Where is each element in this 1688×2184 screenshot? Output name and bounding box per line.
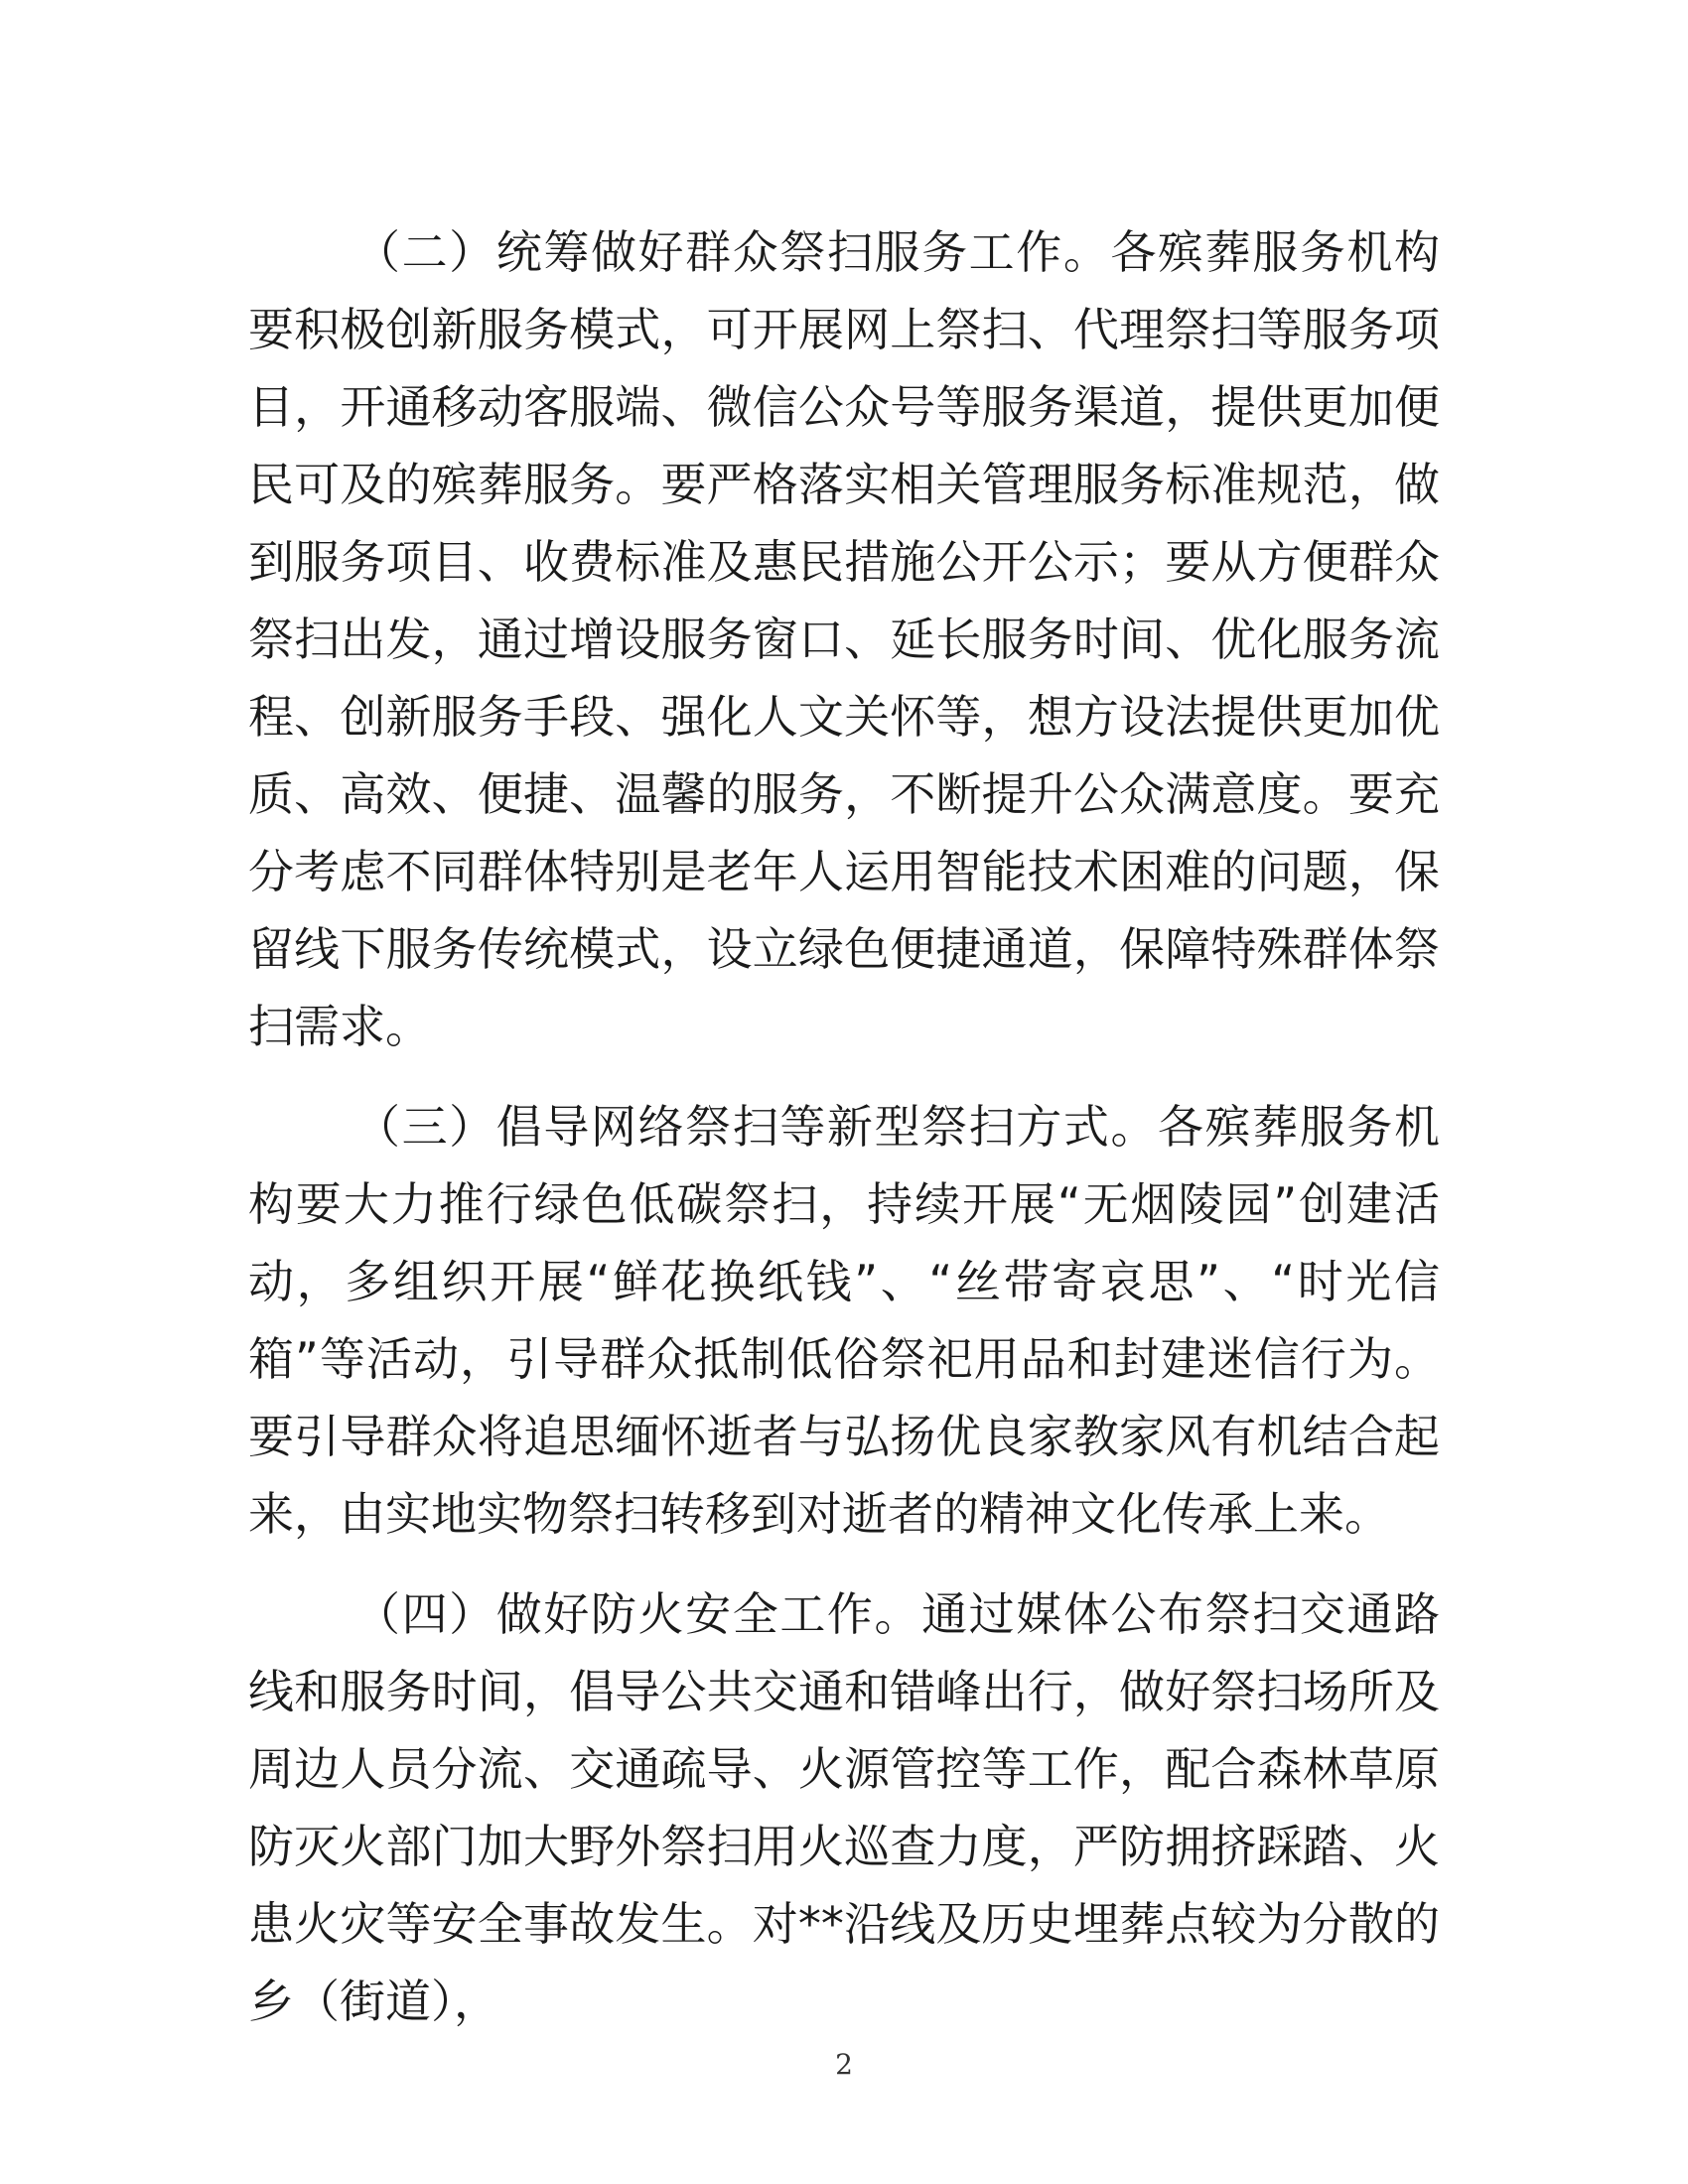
paragraph-section-4: （四）做好防火安全工作。通过媒体公布祭扫交通路线和服务时间，倡导公共交通和错峰出行，做好祭扫场所及周边人员分流、交通疏导、火源管控等工作，配合森林草原防灭火部门加大野外祭扫用火巡查力度，严防拥挤踩踏、火患火灾等安全事故发生。对**沿线及历史埋葬点较为分散的乡（街道），: [248, 1587, 1440, 2028]
paragraph-section-2: （二）统筹做好群众祭扫服务工作。各殡葬服务机构要积极创新服务模式，可开展网上祭扫、代理祭扫等服务项目，开通移动客服端、微信公众号等服务渠道，提供更加便民可及的殡葬服务。要严格落实相关管理服务标准规范，做到服务项目、收费标准及惠民措施公开公示；要从方便群众祭扫出发，通过增设服务窗口、延长服务时间、优化服务流程、创新服务手段、强化人文关怀等，想方设法提供更加优质、高效、便捷、温馨的服务，不断提升公众满意度。要充分考虑不同群体特别是老年人运用智能技术困难的问题，保留线下服务传统模式，设立绿色便捷通道，保障特殊群体祭扫需求。: [248, 225, 1440, 1053]
document-body: [248, 213, 1440, 2063]
page-number: 2: [835, 2048, 853, 2081]
paragraph-section-3: （三）倡导网络祭扫等新型祭扫方式。各殡葬服务机构要大力推行绿色低碳祭扫，持续开展“无烟陵园”创建活动，多组织开展“鲜花换纸钱”、“丝带寄哀思”、“时光信箱”等活动，引导群众抵制低俗祭祀用品和封建迷信行为。要引导群众将追思缅怀逝者与弘扬优良家教家风有机结合起来，由实地实物祭扫转移到对逝者的精神文化传承上来。: [248, 1100, 1440, 1541]
